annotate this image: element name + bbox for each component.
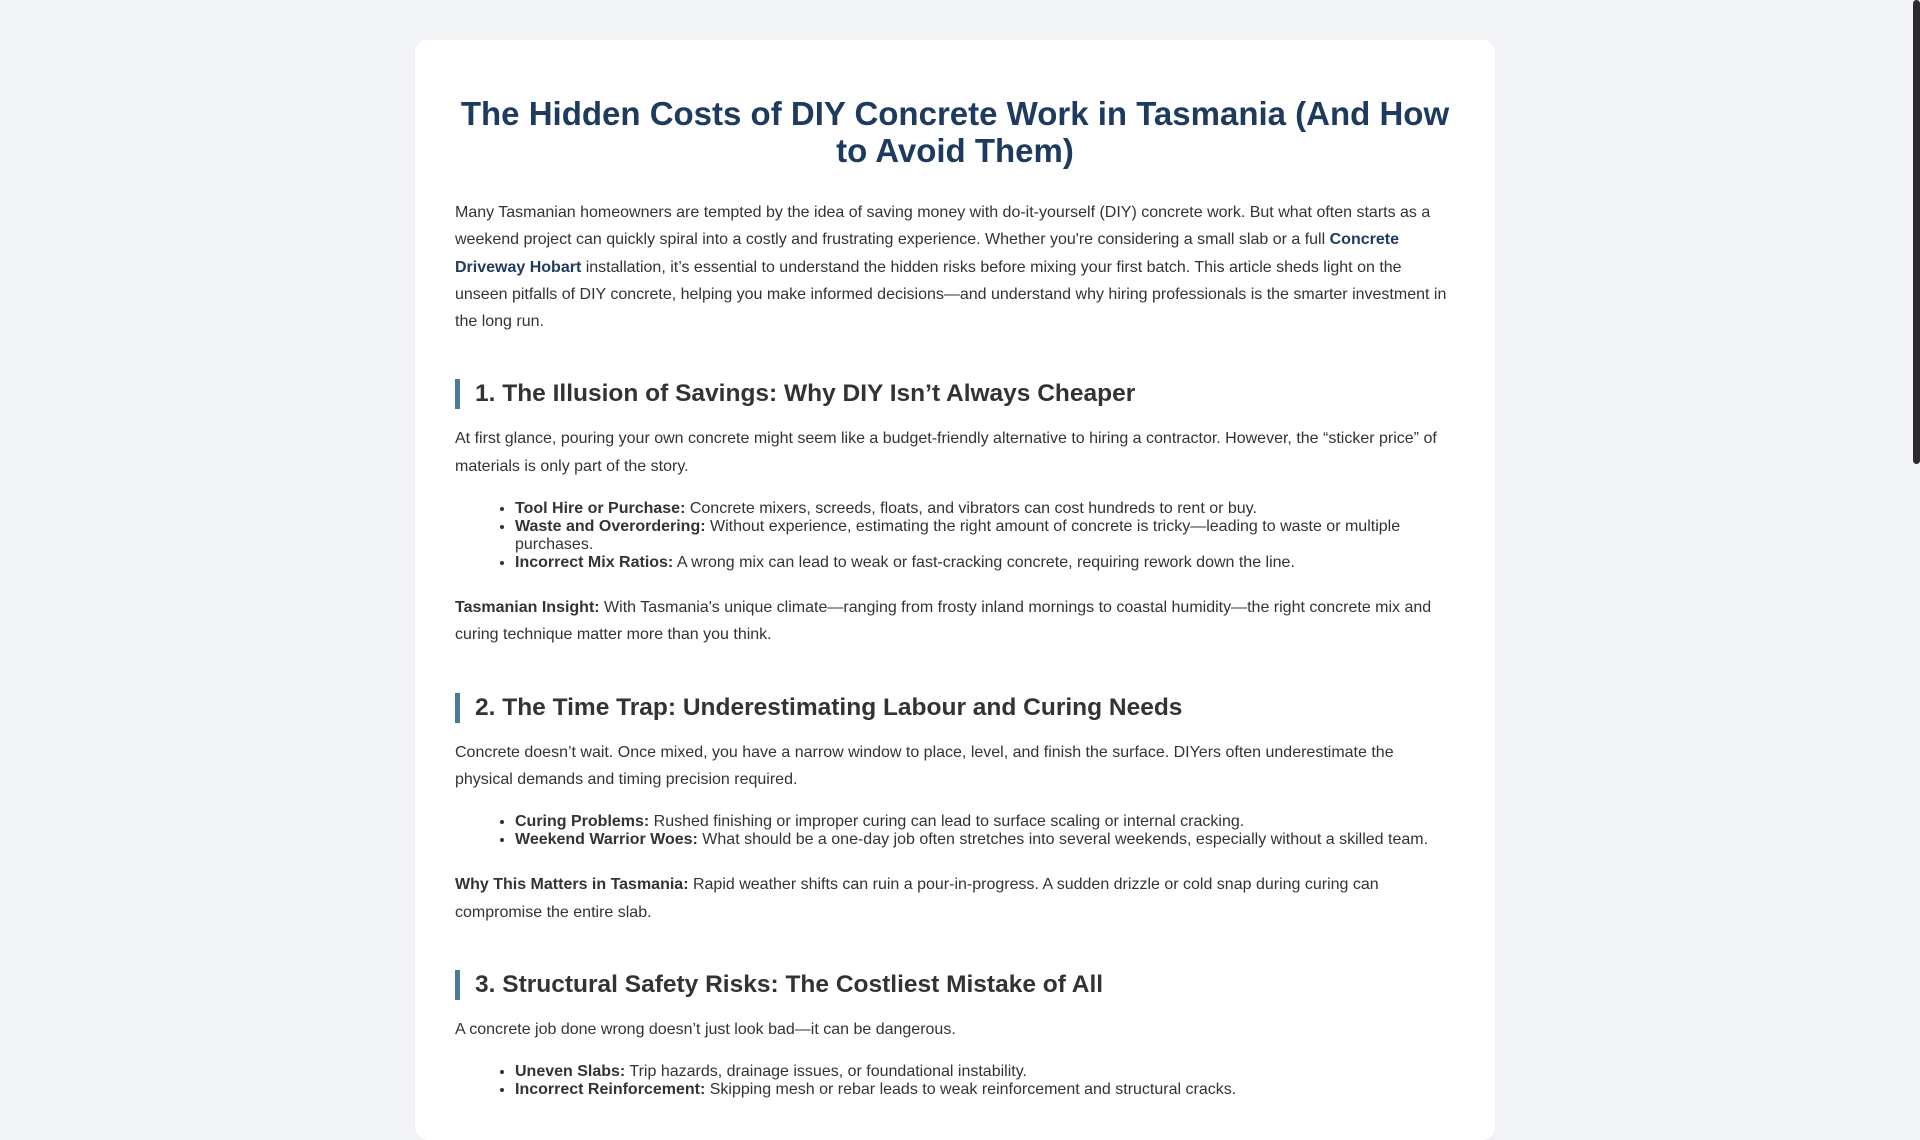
list-item-text: Skipping mesh or rebar leads to weak reinforcement and structural cracks. [705, 1081, 1237, 1099]
list-item-text: A wrong mix can lead to weak or fast-cracking concrete, requiring rework down the line. [673, 554, 1295, 572]
insight-note [455, 594, 1455, 649]
insight-text: With Tasmania's unique climate—ranging from frosty inland mornings to coastal humidity—the right concrete mix and curing technique matter more than you think. [455, 599, 1432, 644]
insight-label: Why This Matters in Tasmania: [455, 876, 689, 894]
list-item-text: Rushed finishing or improper curing can lead to surface scaling or internal cracking. [649, 813, 1245, 831]
section-heading: 3. Structural Safety Risks: The Costliest Mistake of All [455, 970, 1455, 1000]
scrollbar-thumb[interactable] [1913, 0, 1920, 464]
list-item-label: Curing Problems: [515, 813, 650, 831]
list-item-label: Incorrect Mix Ratios: [515, 554, 674, 572]
list-item-label: Waste and Overordering: [515, 518, 706, 536]
list-item [515, 554, 1455, 572]
insight-note [455, 871, 1455, 926]
section-paragraph: Concrete doesn’t wait. Once mixed, you have a narrow window to place, level, and finish the surface. DIYers often underestimate the physical demands and timing precision required. [455, 743, 1394, 788]
list-item [515, 1081, 1455, 1099]
list-item-text: Trip hazards, drainage issues, or foundational instability. [625, 1063, 1027, 1081]
article-card [415, 40, 1495, 1140]
list-item [515, 1063, 1455, 1081]
list-item [515, 813, 1455, 831]
section-heading: 2. The Time Trap: Underestimating Labour and Curing Needs [455, 693, 1455, 723]
intro-text-end: installation, it’s essential to understand the hidden risks before mixing your first batch. This article sheds light on the unseen pitfalls of DIY concrete, helping you make informed decisions—and understand why hiring professionals is the smarter investment in the long run. [455, 258, 1447, 331]
section-list [455, 500, 1455, 572]
list-item-label: Tool Hire or Purchase: [515, 500, 686, 518]
list-item-text: What should be a one-day job often stretches into several weekends, especially without a skilled team. [697, 831, 1429, 849]
section-list [455, 1063, 1455, 1099]
list-item-text: Without experience, estimating the right amount of concrete is tricky—leading to waste or multiple purchases. [515, 518, 1401, 554]
section-heading: 1. The Illusion of Savings: Why DIY Isn’t Always Cheaper [455, 379, 1455, 409]
insight-text: Rapid weather shifts can ruin a pour-in-progress. A sudden drizzle or cold snap during curing can compromise the entire slab. [455, 876, 1379, 921]
section-list [455, 813, 1455, 849]
insight-label: Tasmanian Insight: [455, 599, 600, 617]
page-title: The Hidden Costs of DIY Concrete Work in Tasmania (And How to Avoid Them) [460, 95, 1450, 169]
section-paragraph: At first glance, pouring your own concrete might seem like a budget-friendly alternative to hiring a contractor. However, the “sticker price” of materials is only part of the story. [455, 430, 1437, 475]
list-item [515, 500, 1455, 518]
concrete-driveway-hobart-link[interactable]: Concrete Driveway Hobart [455, 231, 1399, 276]
intro-text-start: Many Tasmanian homeowners are tempted by the idea of saving money with do-it-yourself (DIY) concrete work. But what often starts as a weekend project can quickly spiral into a costly and frustrating experience. Whether you're considering a small slab or a full [455, 204, 1431, 249]
list-item-text: Concrete mixers, screeds, floats, and vibrators can cost hundreds to rent or buy. [685, 500, 1257, 518]
list-item-label: Uneven Slabs: [515, 1063, 626, 1081]
list-item-label: Weekend Warrior Woes: [515, 831, 698, 849]
intro-paragraph [455, 199, 1455, 335]
list-item [515, 518, 1455, 554]
list-item [515, 831, 1455, 849]
section-paragraph: A concrete job done wrong doesn’t just look bad—it can be dangerous. [455, 1020, 956, 1038]
list-item-label: Incorrect Reinforcement: [515, 1081, 706, 1099]
page-scrollbar[interactable] [1911, 0, 1920, 1080]
